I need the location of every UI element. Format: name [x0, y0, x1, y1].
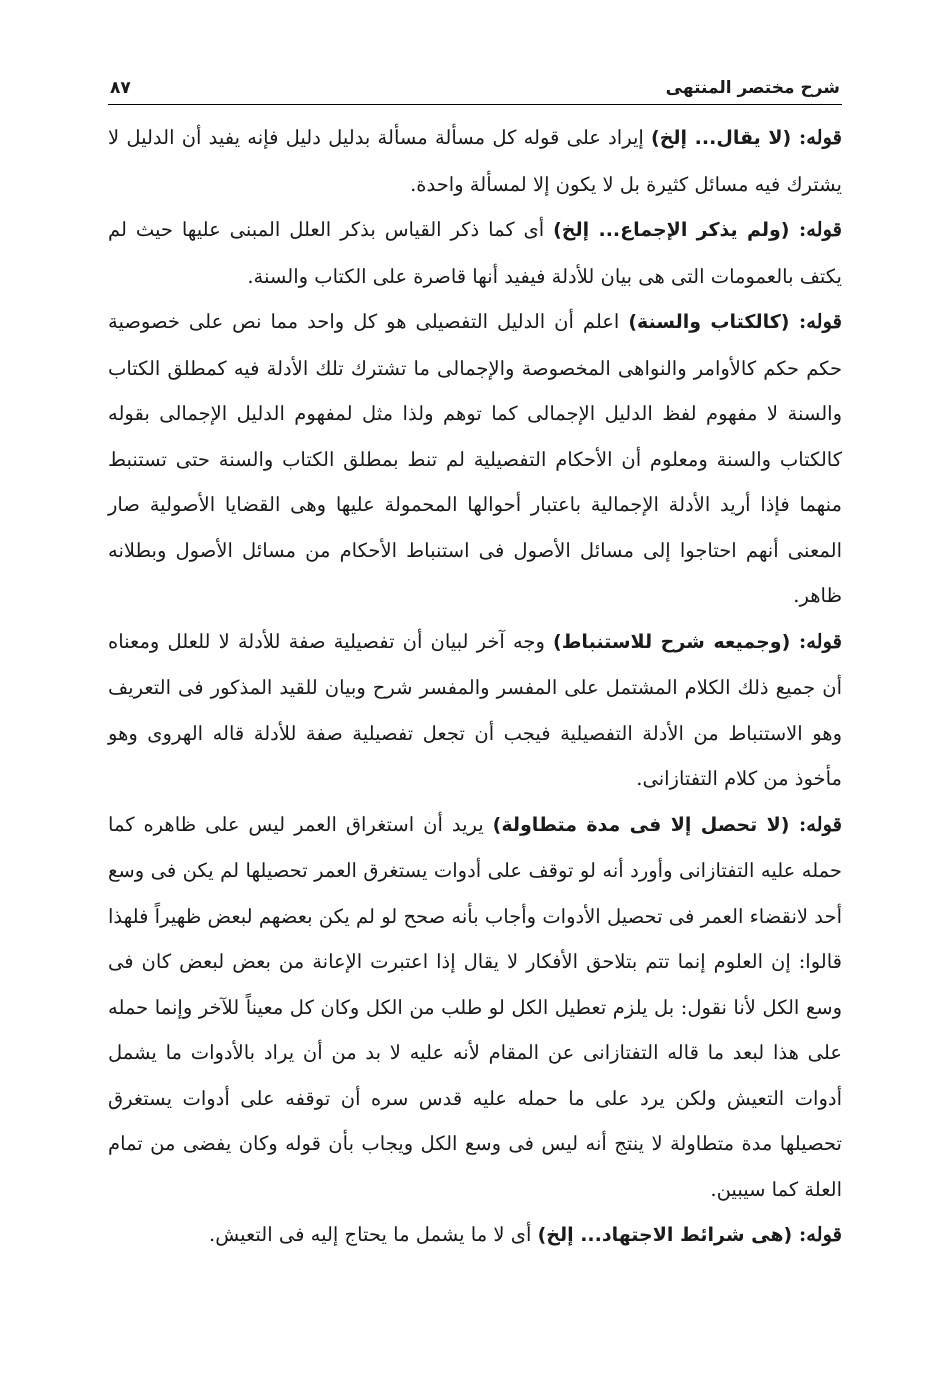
page-number: ٨٧	[110, 78, 131, 98]
paragraph-lead: قوله:	[789, 812, 843, 836]
paragraph-lead: قوله:	[792, 1223, 842, 1246]
header-title: شرح مختصر المنتهى	[665, 78, 840, 98]
running-header	[108, 78, 842, 104]
paragraph-text: اعلم أن الدليل التفصيلى هو كل واحد مما نص على خصوصية حكم حكم كالأوامر والنواهى المخصوصة والإجمالى ما تشترك تلك الأدلة فيه كمطلق الكتاب والسنة لا مفهوم لفظ الدليل الإجمالى كما توهم ولذا مثل لمفهوم الدليل الإجمالى بقوله كالكتاب والسنة ومعلوم أن الأحكام التفصيلية لم تنط بمطلق الكتاب والسنة حتى تستنبط منهما فإذا أريد الأدلة الإجمالية باعتبار أحوالها المحمولة عليها وهى القضايا الأصولية صار المعنى أنهم احتاجوا إلى مسائل الأصول فى استنباط الأحكام من مسائل الأصول وبطلانه ظاهر.	[108, 310, 842, 607]
paragraph-text: أى كما ذكر القياس بذكر العلل المبنى عليها حيث لم يكتف بالعمومات التى هى بيان للأدلة فيفيد أنها قاصرة على الكتاب والسنة.	[108, 218, 842, 288]
paragraph-lead: قوله:	[789, 310, 843, 333]
paragraph-text: إيراد على قوله كل مسألة مسألة بدليل دليل فإنه يفيد أن الدليل لا يشترك فيه مسائل كثيرة بل لا يكون إلا لمسألة واحدة.	[108, 126, 842, 196]
commentary-paragraph-4	[108, 619, 842, 802]
commentary-paragraph-6	[108, 1212, 842, 1259]
quoted-reference: (لا تحصل إلا فى مدة متطاولة)	[492, 813, 790, 836]
paragraph-text: أى لا ما يشمل ما يحتاج إليه فى التعيش.	[209, 1223, 538, 1246]
paragraph-lead: قوله:	[789, 218, 842, 241]
quoted-reference: (لا يقال... إلخ)	[651, 127, 792, 149]
commentary-paragraph-1	[108, 115, 842, 207]
quoted-reference: (كالكتاب والسنة)	[628, 311, 790, 333]
quoted-reference: (ولم يذكر الإجماع... إلخ)	[553, 219, 790, 241]
paragraph-text: يريد أن استغراق العمر ليس على ظاهره كما حمله عليه التفتازانى وأورد أنه لو توقف على أدوات يستغرق العمر تحصيلها لم يكن فى وسع أحد لانقضاء العمر فى تحصيل الأدوات وأجاب بأنه صحح لو لم يكن بعضهم لبعض ظهيراً فلهذا قالوا: إن العلوم إنما تتم بتلاحق الأفكار لا يقال إذا اعتبرت الإعانة من بعض لبعض كان فى وسع الكل لأنا نقول: بل يلزم تعطيل الكل لو طلب من الكل وكان كل معيناً للآخر وإنما حمله على هذا لبعد ما قاله التفتازانى عن المقام لأنه عليه لا بد من أن يراد بالأدوات ما يشمل أدوات التعيش ولكن يرد على ما حمله عليه قدس سره أن توقفه على أدوات يستغرق تحصيلها مدة متطاولة لا ينتج أنه ليس فى وسع الكل ويجاب بأن قوله وكان يفضى من تمام العلة كما سيبين.	[108, 812, 842, 1201]
commentary-paragraph-5	[108, 802, 842, 1213]
quoted-reference: (هى شرائط الاجتهاد... إلخ)	[537, 1224, 793, 1246]
commentary-paragraph-3	[108, 299, 842, 619]
page	[108, 78, 842, 1259]
paragraph-lead: قوله:	[791, 126, 843, 149]
quoted-reference: (وجميعه شرح للاستنباط)	[553, 630, 791, 653]
paragraph-text: وجه آخر لبيان أن تفصيلية صفة للأدلة لا للعلل ومعناه أن جميع ذلك الكلام المشتمل على المفسر والمفسر شرح وبيان للقيد المذكور فى التعريف وهو الاستنباط من الأدلة التفصيلية فيجب أن تجعل تفصيلية صفة للأدلة قاله الهروى وهو مأخوذ من كلام التفتازانى.	[108, 629, 842, 790]
paragraph-lead: قوله:	[790, 629, 843, 653]
commentary-paragraph-2	[108, 207, 842, 299]
header-rule	[108, 104, 842, 105]
